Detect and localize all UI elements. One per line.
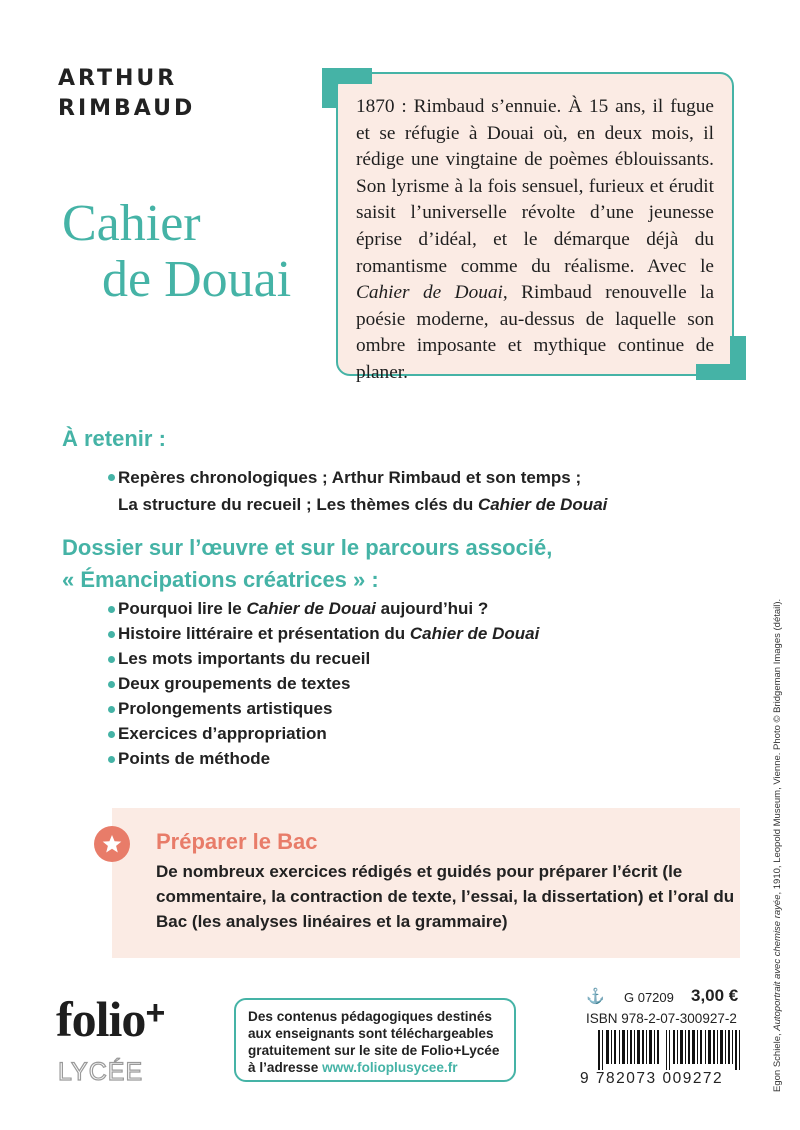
summary-text-part2: , Rimbaud renouvelle la poésie moderne, au-dessus de laquelle son ombre imposante et mythique continue de planer. [356, 282, 714, 383]
retenir-heading: À retenir : [62, 426, 166, 451]
folio-plus: + [145, 994, 165, 1032]
author-line2: RIMBAUD [58, 96, 196, 121]
list-item-text: Histoire littéraire et présentation du [118, 624, 410, 643]
credit-suffix: , 1910, Leopold Museum, Vienne. Photo © Bridgeman Images (détail). [772, 598, 783, 895]
bullet-dot [108, 631, 115, 638]
star-icon [94, 826, 130, 862]
list-item [118, 721, 539, 746]
barcode-number: 9 782073 009272 [580, 1070, 724, 1087]
info-text: Des contenus pédagogiques destinés aux enseignants sont téléchargeables gratuitement sur le site de Folio+Lycée à l’adresse [248, 1009, 500, 1075]
isbn: ISBN 978-2-07-300927-2 [586, 1011, 737, 1026]
dossier-heading-line2: « Émancipations créatrices » : [62, 567, 379, 592]
bullet-dot [108, 606, 115, 613]
bullet-dot [108, 731, 115, 738]
barcode [598, 1030, 740, 1070]
list-item-suffix: aujourd’hui ? [375, 599, 489, 618]
summary-italic-title: Cahier de Douai [356, 282, 503, 304]
lycee-logo: LYCÉE [58, 1058, 144, 1086]
folio-word: folio [56, 991, 146, 1047]
author-line1: ARTHUR [58, 66, 178, 91]
folio-logo [56, 991, 165, 1047]
retenir-line2-prefix: La structure du recueil ; Les thèmes clés du [118, 495, 478, 514]
title-line2: de Douai [102, 251, 292, 308]
corner-decoration-top-vertical [322, 68, 338, 108]
list-item-italic: Cahier de Douai [246, 599, 376, 618]
bullet-dot [108, 706, 115, 713]
author-name [58, 64, 195, 124]
list-item-text: Les mots importants du recueil [118, 649, 371, 668]
dossier-heading-line1: Dossier sur l’œuvre et sur le parcours associé, [62, 535, 553, 560]
book-title [62, 196, 291, 308]
corner-decoration-bottom-vertical [730, 336, 746, 380]
retenir-line2-italic: Cahier de Douai [477, 495, 608, 514]
retenir-line2 [118, 491, 678, 518]
bullet-dot [108, 681, 115, 688]
image-credit [772, 592, 783, 1092]
bullet-dot [108, 756, 115, 763]
title-line1: Cahier [62, 195, 201, 252]
bullet-dot [108, 474, 115, 481]
list-item-text: Prolongements artistiques [118, 699, 333, 718]
teacher-info-box [234, 998, 516, 1082]
list-item [118, 621, 539, 646]
dossier-heading [62, 532, 552, 596]
list-item [118, 646, 539, 671]
credit-prefix: Egon Schiele, [772, 1030, 783, 1092]
summary-box [336, 72, 734, 383]
dossier-list [118, 596, 539, 771]
list-item-text: Exercices d’appropriation [118, 724, 327, 743]
price: 3,00 € [691, 986, 739, 1005]
summary-text-part1: 1870 : Rimbaud s’ennuie. À 15 ans, il fugue et se réfugie à Douai où, en deux mois, il rédige une vingtaine de poèmes éblouissants. Son lyrisme à la fois sensuel, furieux et érudit saisit l’universelle révolte d’une jeunesse éprise d’idéal, et le démarque déjà du romantisme comme du réalisme. Avec le [356, 96, 714, 277]
credit-italic: Autoportrait avec chemise rayée [772, 894, 783, 1031]
list-item-text: Points de méthode [118, 749, 271, 768]
list-item [118, 671, 539, 696]
ship-icon: ⚓ [586, 988, 605, 1005]
list-item-text: Pourquoi lire le [118, 599, 247, 618]
bac-description: De nombreux exercices rédigés et guidés pour préparer l’écrit (le commentaire, la contraction de texte, l’essai, la dissertation) et l’oral du Bac (les analyses linéaires et la grammaire) [156, 862, 735, 931]
retenir-content [118, 464, 678, 518]
list-item-text: Deux groupements de textes [118, 674, 351, 693]
bullet-dot [108, 656, 115, 663]
retenir-line1: Repères chronologiques ; Arthur Rimbaud et son temps ; [118, 468, 582, 487]
list-item [118, 696, 539, 721]
list-item-italic: Cahier de Douai [409, 624, 540, 643]
catalog-code: G 07209 [624, 990, 674, 1005]
bac-title: Préparer le Bac [156, 829, 318, 854]
list-item [118, 596, 539, 621]
list-item [118, 746, 539, 771]
website-link[interactable]: www.folioplusycee.fr [322, 1060, 458, 1075]
